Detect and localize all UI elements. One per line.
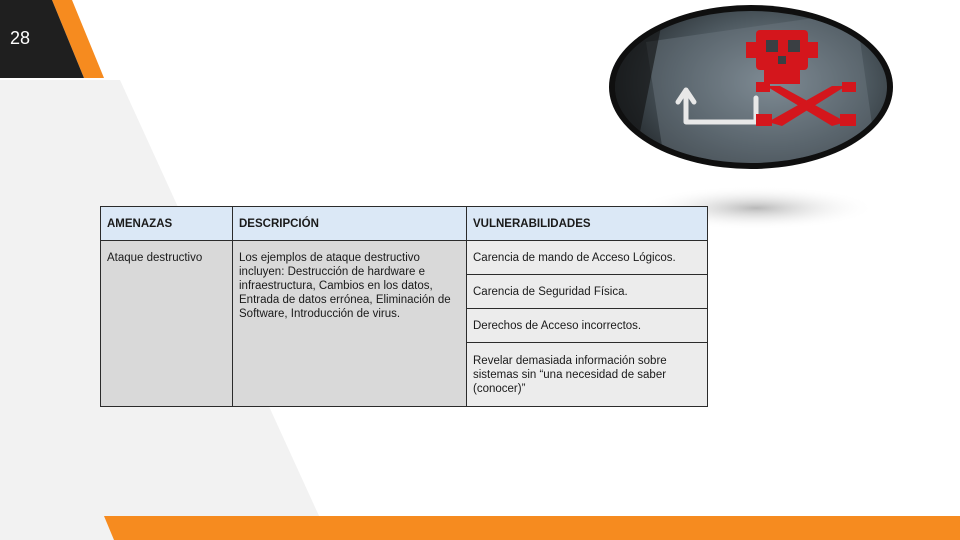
vulnerability-cell: Revelar demasiada información sobre sistemas sin “una necesidad de saber (conocer)” bbox=[467, 343, 708, 407]
header-descripcion: DESCRIPCIÓN bbox=[233, 207, 467, 241]
page-number: 28 bbox=[10, 28, 31, 48]
threats-table bbox=[100, 206, 708, 407]
table-header-row bbox=[101, 207, 708, 241]
threat-cell: Ataque destructivo bbox=[101, 241, 233, 407]
header-amenazas: AMENAZAS bbox=[101, 207, 233, 241]
vulnerability-cell: Derechos de Acceso incorrectos. bbox=[467, 309, 708, 343]
orange-bottom-bar bbox=[104, 516, 960, 540]
table-row bbox=[101, 241, 708, 275]
vulnerability-cell: Carencia de Seguridad Física. bbox=[467, 275, 708, 309]
description-cell: Los ejemplos de ataque destructivo incluyen: Destrucción de hardware e infraestructura, Cambios en los datos, Entrada de datos errónea, Eliminación de Software, Introducción de virus. bbox=[233, 241, 467, 407]
vulnerability-cell: Carencia de mando de Acceso Lógicos. bbox=[467, 241, 708, 275]
header-vulnerabilidades: VULNERABILIDADES bbox=[467, 207, 708, 241]
